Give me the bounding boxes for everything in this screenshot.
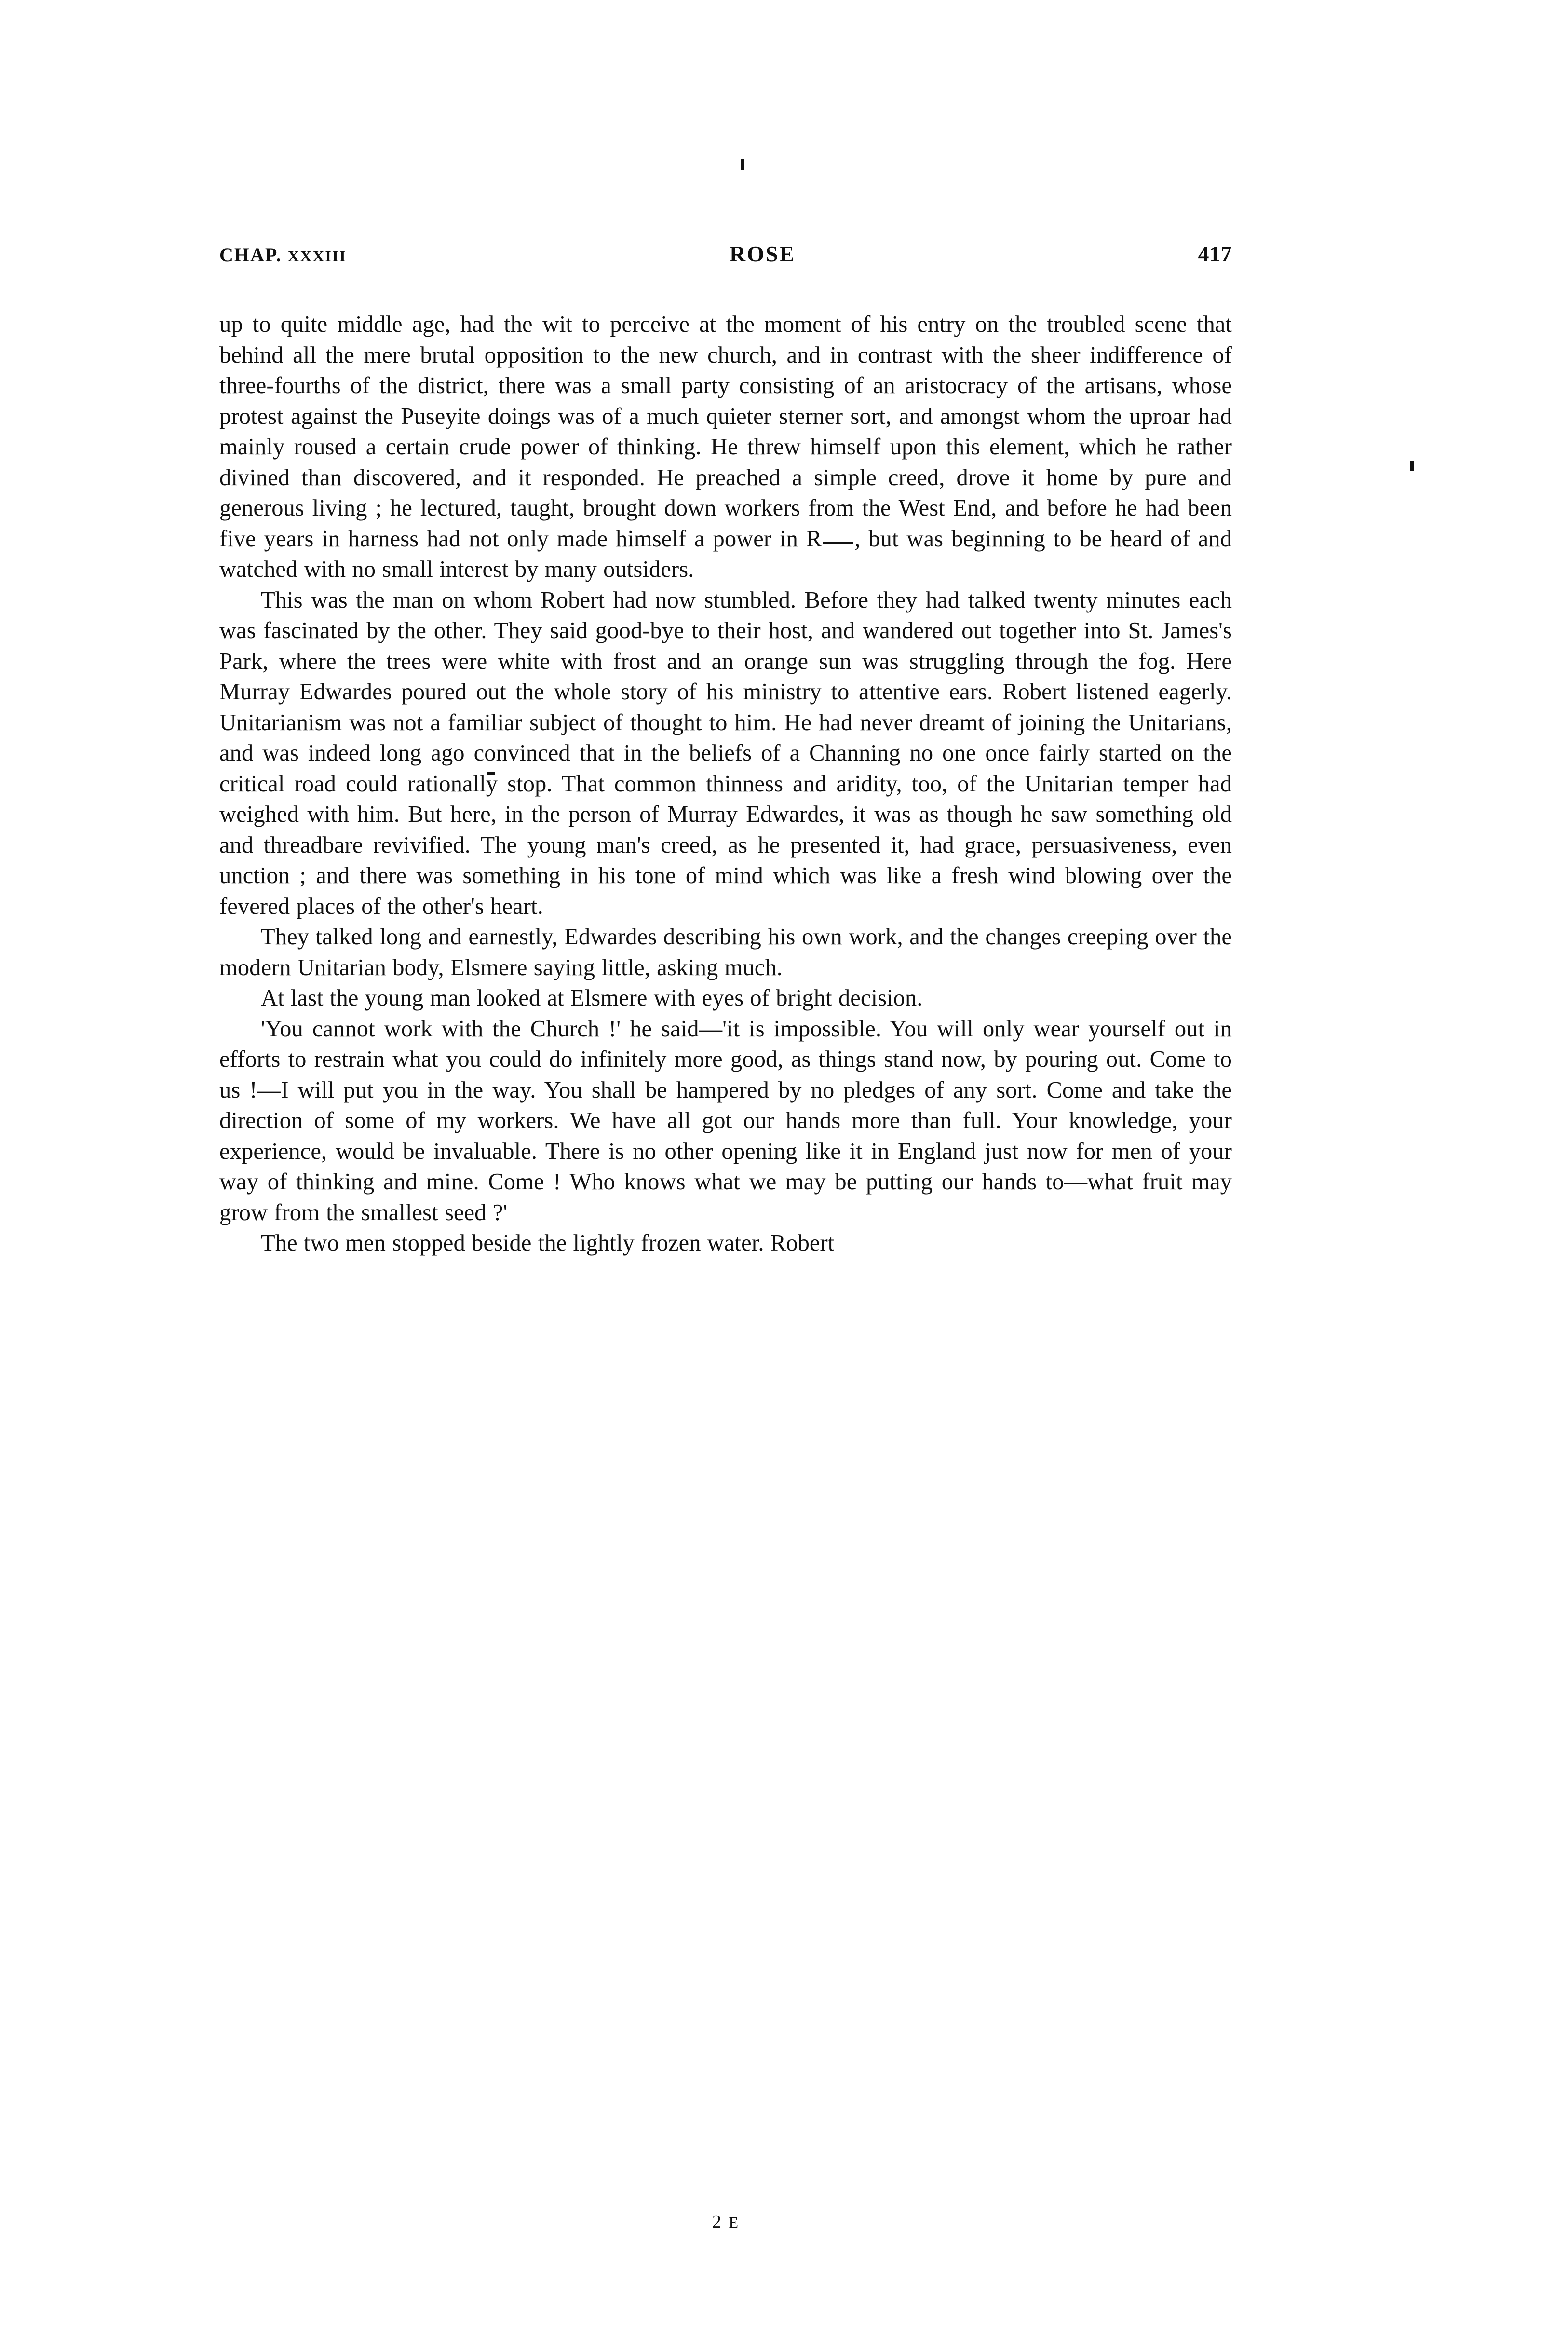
running-head-chapter <box>219 244 347 266</box>
page-top-tick-mark <box>741 159 744 170</box>
signature-mark <box>219 2211 1232 2232</box>
paragraph: At last the young man looked at Elsmere with eyes of bright decision. <box>261 985 923 1011</box>
paragraph: They talked long and earnestly, Edwardes describing his own work, and the changes creeping over the modern Unitarian body, Elsmere saying little, asking much. <box>219 924 1232 980</box>
paragraph: 'You cannot work with the Church !' he said—'it is impossible. You will only wear yourself out in efforts to restrain what you could do infinitely more good, as things stand now, by pouring out. Come to us !—I will put you in the way. You shall be hampered by no pledges of any sort. Come and take the direction of some of my workers. We have all got our hands more than full. Your knowledge, your experience, would be invaluable. There is no other opening like it in England just now for men of your way of thinking and mine. Come ! Who knows what we may be putting our hands to—what fruit may grow from the smallest seed ?' <box>219 1016 1232 1225</box>
em-dash-rule <box>823 542 853 544</box>
running-head <box>219 241 1232 267</box>
paragraph-text-continued: , but was beginning to be heard of and watched with no small interest by many outsiders. <box>219 526 1232 582</box>
signature-letter: E <box>729 2214 740 2231</box>
running-head-chapter-label: CHAP. <box>219 244 282 266</box>
paragraph: This was the man on whom Robert had now stumbled. Before they had talked twenty minutes each was fascinated by the other. They said good-bye to their host, and wandered out together into St. James's Park, where the trees were white with frost and an orange sun was struggling through the fog. Here Murray Edwardes poured out the whole story of his ministry to attentive ears. Robert listened eagerly. Unitarianism was not a familiar subject of thought to him. He had never dreamt of joining the Unitarians, and was indeed long ago convinced that in the beliefs of a Channing no one once fairly started on the critical road could rationally stop. That common thinness and aridity, too, of the Unitarian temper had weighed with him. But here, in the person of Murray Edwardes, it was as though he saw something old and threadbare revivified. The young man's creed, as he presented it, had grace, persuasiveness, even unction ; and there was something in his tone of mind which was like a fresh wind blowing over the fevered places of the other's heart. <box>219 587 1232 919</box>
running-head-chapter-number: XXXIII <box>287 248 347 265</box>
page-content <box>219 241 1232 2232</box>
signature-number: 2 <box>712 2212 723 2232</box>
running-head-book-title: ROSE <box>729 242 796 266</box>
paragraph: The two men stopped beside the lightly frozen water. Robert <box>261 1230 835 1256</box>
body-text <box>219 309 1232 1259</box>
page-right-tick-mark <box>1410 461 1414 471</box>
paragraph <box>219 309 1232 585</box>
page-number: 417 <box>1198 242 1232 266</box>
paragraph-text: up to quite middle age, had the wit to perceive at the moment of his entry on the troubled scene that behind all the mere brutal opposition to the new church, and in contrast with the sheer indifference of three-fourths of the district, there was a small party consisting of an aristocracy of the artisans, whose protest against the Puseyite doings was of a much quieter sterner sort, and amongst whom the uproar had mainly roused a certain crude power of thinking. He threw himself upon this element, which he rather divined than discovered, and it responded. He preached a simple creed, drove it home by pure and generous living ; he lectured, taught, brought down workers from the West End, and before he had been five years in harness had not only made himself a power in R <box>219 312 1232 552</box>
